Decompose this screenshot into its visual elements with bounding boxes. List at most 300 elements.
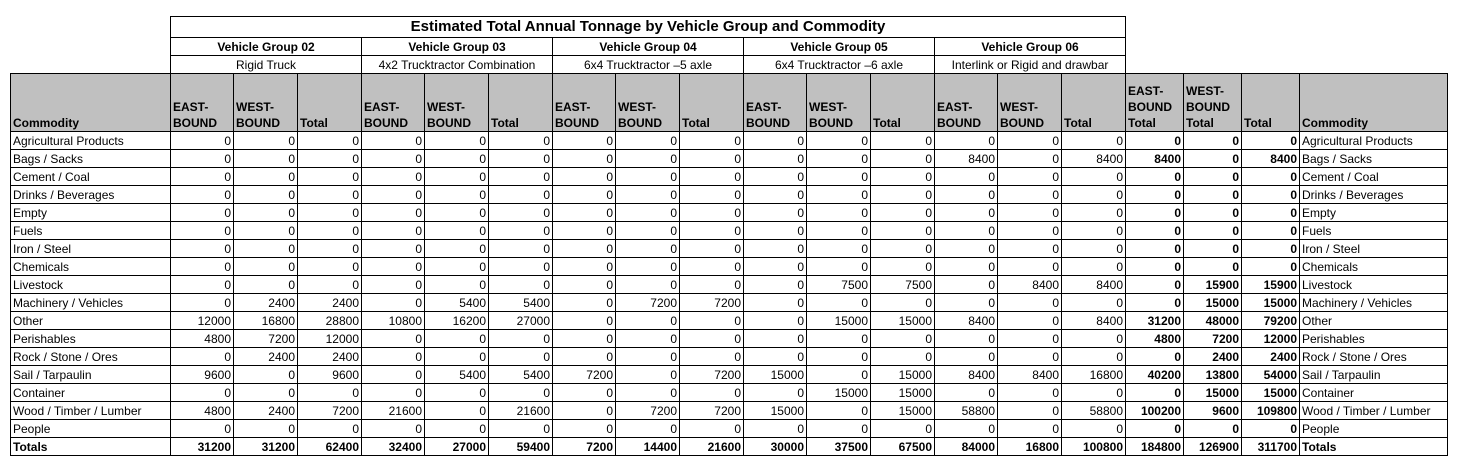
tonnage-cell: 5400 xyxy=(425,366,489,384)
tonnage-cell: 0 xyxy=(298,240,362,258)
tonnage-cell: 0 xyxy=(935,132,998,150)
tonnage-cell: 0 xyxy=(298,258,362,276)
tonnage-cell: 0 xyxy=(489,240,553,258)
tonnage-cell: 15000 xyxy=(871,312,935,330)
table-title: Estimated Total Annual Tonnage by Vehicle Group and Commodity xyxy=(171,17,1126,38)
tonnage-cell: 7200 xyxy=(616,402,680,420)
commodity-name-right: Perishables xyxy=(1300,330,1448,348)
tonnage-cell: 8400 xyxy=(1062,276,1126,294)
tonnage-cell: 0 xyxy=(553,276,616,294)
tonnage-cell: 0 xyxy=(234,204,298,222)
tonnage-cell: 14400 xyxy=(616,438,680,456)
commodity-name-right: Livestock xyxy=(1300,276,1448,294)
tonnage-cell: 0 xyxy=(998,348,1062,366)
commodity-name-right: Chemicals xyxy=(1300,258,1448,276)
tonnage-cell: 7200 xyxy=(298,402,362,420)
eastbound-column-header: EAST-BOUND xyxy=(362,74,425,132)
tonnage-cell: 7200 xyxy=(1184,330,1242,348)
tonnage-cell: 31200 xyxy=(1126,312,1184,330)
tonnage-cell: 27000 xyxy=(425,438,489,456)
tonnage-cell: 0 xyxy=(616,240,680,258)
tonnage-cell: 0 xyxy=(744,186,807,204)
tonnage-cell: 0 xyxy=(807,366,871,384)
tonnage-cell: 0 xyxy=(807,204,871,222)
tonnage-cell: 0 xyxy=(553,330,616,348)
table-row xyxy=(11,186,1448,204)
tonnage-cell: 0 xyxy=(171,204,234,222)
tonnage-cell: 0 xyxy=(744,168,807,186)
tonnage-cell: 0 xyxy=(298,168,362,186)
vehicle-group-header: Vehicle Group 02 xyxy=(171,38,362,56)
tonnage-cell: 0 xyxy=(1126,168,1184,186)
commodity-name: Iron / Steel xyxy=(11,240,171,258)
tonnage-cell: 0 xyxy=(935,330,998,348)
tonnage-cell: 0 xyxy=(744,294,807,312)
commodity-name: Livestock xyxy=(11,276,171,294)
tonnage-cell: 0 xyxy=(1184,132,1242,150)
eastbound-total-column-header: EAST-BOUND Total xyxy=(1126,74,1184,132)
tonnage-cell: 0 xyxy=(616,168,680,186)
westbound-column-header: WEST-BOUND xyxy=(425,74,489,132)
tonnage-cell: 0 xyxy=(171,348,234,366)
commodity-name-right: Rock / Stone / Ores xyxy=(1300,348,1448,366)
tonnage-cell: 0 xyxy=(298,222,362,240)
westbound-column-header: WEST-BOUND xyxy=(807,74,871,132)
table-row xyxy=(11,402,1448,420)
tonnage-cell: 0 xyxy=(998,150,1062,168)
tonnage-cell: 28800 xyxy=(298,312,362,330)
tonnage-cell: 0 xyxy=(680,186,744,204)
tonnage-cell: 0 xyxy=(616,222,680,240)
tonnage-cell: 0 xyxy=(1126,240,1184,258)
tonnage-cell: 7200 xyxy=(680,294,744,312)
tonnage-cell: 0 xyxy=(1184,420,1242,438)
tonnage-cell: 0 xyxy=(234,150,298,168)
tonnage-cell: 0 xyxy=(1062,204,1126,222)
tonnage-cell: 0 xyxy=(998,330,1062,348)
tonnage-cell: 0 xyxy=(489,204,553,222)
tonnage-cell: 0 xyxy=(171,240,234,258)
tonnage-cell: 0 xyxy=(1062,348,1126,366)
tonnage-cell: 15000 xyxy=(871,366,935,384)
tonnage-cell: 0 xyxy=(680,420,744,438)
tonnage-cell: 9600 xyxy=(1184,402,1242,420)
tonnage-cell: 0 xyxy=(871,258,935,276)
tonnage-cell: 32400 xyxy=(362,438,425,456)
tonnage-cell: 0 xyxy=(1242,258,1300,276)
tonnage-cell: 0 xyxy=(871,186,935,204)
tonnage-cell: 0 xyxy=(553,384,616,402)
tonnage-cell: 0 xyxy=(171,186,234,204)
tonnage-cell: 15000 xyxy=(871,384,935,402)
tonnage-cell: 0 xyxy=(807,222,871,240)
commodity-name: Drinks / Beverages xyxy=(11,186,171,204)
tonnage-cell: 0 xyxy=(871,240,935,258)
commodity-name-right: Other xyxy=(1300,312,1448,330)
tonnage-cell: 0 xyxy=(616,258,680,276)
tonnage-cell: 0 xyxy=(744,150,807,168)
tonnage-cell: 5400 xyxy=(425,294,489,312)
tonnage-cell: 7200 xyxy=(616,294,680,312)
tonnage-cell: 0 xyxy=(362,132,425,150)
tonnage-cell: 0 xyxy=(234,384,298,402)
tonnage-cell: 2400 xyxy=(234,348,298,366)
tonnage-cell: 0 xyxy=(935,420,998,438)
tonnage-cell: 21600 xyxy=(362,402,425,420)
tonnage-cell: 0 xyxy=(425,276,489,294)
tonnage-cell: 21600 xyxy=(489,402,553,420)
tonnage-cell: 0 xyxy=(998,222,1062,240)
tonnage-cell: 0 xyxy=(489,420,553,438)
tonnage-cell: 0 xyxy=(425,420,489,438)
tonnage-cell: 0 xyxy=(616,276,680,294)
commodity-name: Empty xyxy=(11,204,171,222)
tonnage-cell: 0 xyxy=(234,258,298,276)
tonnage-cell: 0 xyxy=(744,204,807,222)
tonnage-cell: 0 xyxy=(680,276,744,294)
tonnage-cell: 79200 xyxy=(1242,312,1300,330)
tonnage-cell: 0 xyxy=(489,276,553,294)
tonnage-cell: 7200 xyxy=(553,438,616,456)
tonnage-cell: 0 xyxy=(1062,168,1126,186)
tonnage-cell: 0 xyxy=(1242,420,1300,438)
tonnage-cell: 0 xyxy=(871,222,935,240)
tonnage-cell: 37500 xyxy=(807,438,871,456)
tonnage-cell: 0 xyxy=(935,204,998,222)
table-row xyxy=(11,258,1448,276)
tonnage-table xyxy=(10,16,1448,456)
tonnage-cell: 0 xyxy=(744,348,807,366)
tonnage-cell: 0 xyxy=(362,276,425,294)
tonnage-cell: 0 xyxy=(935,186,998,204)
tonnage-cell: 0 xyxy=(1126,420,1184,438)
tonnage-cell: 0 xyxy=(553,240,616,258)
tonnage-cell: 15000 xyxy=(744,402,807,420)
table-row xyxy=(11,240,1448,258)
tonnage-cell: 0 xyxy=(935,258,998,276)
tonnage-cell: 4800 xyxy=(1126,330,1184,348)
tonnage-cell: 0 xyxy=(1242,204,1300,222)
tonnage-cell: 2400 xyxy=(234,402,298,420)
tonnage-cell: 0 xyxy=(680,132,744,150)
tonnage-cell: 21600 xyxy=(680,438,744,456)
tonnage-cell: 15000 xyxy=(807,312,871,330)
tonnage-cell: 0 xyxy=(234,420,298,438)
tonnage-cell: 0 xyxy=(425,348,489,366)
tonnage-cell: 0 xyxy=(553,222,616,240)
tonnage-cell: 0 xyxy=(871,168,935,186)
tonnage-cell: 0 xyxy=(171,222,234,240)
tonnage-cell: 100200 xyxy=(1126,402,1184,420)
commodity-name-right: Container xyxy=(1300,384,1448,402)
tonnage-cell: 0 xyxy=(553,132,616,150)
tonnage-cell: 0 xyxy=(298,150,362,168)
grand-total-column-header: Total xyxy=(1242,74,1300,132)
tonnage-cell: 0 xyxy=(998,402,1062,420)
tonnage-cell: 8400 xyxy=(1242,150,1300,168)
tonnage-cell: 0 xyxy=(744,330,807,348)
table-row xyxy=(11,348,1448,366)
commodity-name-right: Sail / Tarpaulin xyxy=(1300,366,1448,384)
commodity-name: People xyxy=(11,420,171,438)
tonnage-cell: 16800 xyxy=(1062,366,1126,384)
tonnage-cell: 109800 xyxy=(1242,402,1300,420)
tonnage-cell: 0 xyxy=(744,312,807,330)
commodity-name: Wood / Timber / Lumber xyxy=(11,402,171,420)
tonnage-cell: 0 xyxy=(616,420,680,438)
tonnage-cell: 0 xyxy=(425,186,489,204)
tonnage-cell: 0 xyxy=(680,222,744,240)
commodity-name-right: Empty xyxy=(1300,204,1448,222)
westbound-column-header: WEST-BOUND xyxy=(234,74,298,132)
tonnage-cell: 7200 xyxy=(553,366,616,384)
tonnage-cell: 0 xyxy=(1062,240,1126,258)
tonnage-cell: 0 xyxy=(1242,240,1300,258)
tonnage-cell: 0 xyxy=(998,168,1062,186)
tonnage-cell: 0 xyxy=(1062,132,1126,150)
tonnage-cell: 0 xyxy=(1242,168,1300,186)
commodity-name-right: Totals xyxy=(1300,438,1448,456)
tonnage-cell: 0 xyxy=(362,150,425,168)
tonnage-cell: 0 xyxy=(871,330,935,348)
commodity-name: Container xyxy=(11,384,171,402)
tonnage-cell: 0 xyxy=(744,222,807,240)
tonnage-cell: 0 xyxy=(744,276,807,294)
total-column-header: Total xyxy=(298,74,362,132)
tonnage-cell: 0 xyxy=(553,348,616,366)
tonnage-cell: 0 xyxy=(998,204,1062,222)
tonnage-cell: 0 xyxy=(680,348,744,366)
tonnage-cell: 0 xyxy=(425,384,489,402)
tonnage-cell: 0 xyxy=(1184,204,1242,222)
tonnage-cell: 0 xyxy=(1126,204,1184,222)
tonnage-cell: 0 xyxy=(234,186,298,204)
tonnage-cell: 126900 xyxy=(1184,438,1242,456)
tonnage-cell: 2400 xyxy=(298,294,362,312)
eastbound-column-header: EAST-BOUND xyxy=(171,74,234,132)
tonnage-cell: 15900 xyxy=(1184,276,1242,294)
tonnage-cell: 9600 xyxy=(171,366,234,384)
tonnage-cell: 0 xyxy=(1242,186,1300,204)
tonnage-cell: 2400 xyxy=(234,294,298,312)
commodity-name: Perishables xyxy=(11,330,171,348)
tonnage-cell: 0 xyxy=(425,258,489,276)
tonnage-cell: 0 xyxy=(1184,258,1242,276)
tonnage-cell: 5400 xyxy=(489,294,553,312)
tonnage-cell: 0 xyxy=(998,186,1062,204)
tonnage-cell: 0 xyxy=(807,240,871,258)
tonnage-cell: 0 xyxy=(998,240,1062,258)
tonnage-cell: 2400 xyxy=(1184,348,1242,366)
tonnage-cell: 0 xyxy=(1184,222,1242,240)
tonnage-cell: 0 xyxy=(425,132,489,150)
tonnage-cell: 0 xyxy=(489,132,553,150)
total-column-header: Total xyxy=(871,74,935,132)
tonnage-cell: 0 xyxy=(744,258,807,276)
tonnage-cell: 0 xyxy=(935,384,998,402)
tonnage-cell: 0 xyxy=(425,204,489,222)
tonnage-cell: 0 xyxy=(680,312,744,330)
tonnage-cell: 0 xyxy=(744,420,807,438)
tonnage-cell: 0 xyxy=(1126,222,1184,240)
total-column-header: Total xyxy=(489,74,553,132)
commodity-name-right: Iron / Steel xyxy=(1300,240,1448,258)
tonnage-cell: 0 xyxy=(616,312,680,330)
tonnage-cell: 184800 xyxy=(1126,438,1184,456)
tonnage-cell: 0 xyxy=(935,294,998,312)
tonnage-cell: 15900 xyxy=(1242,276,1300,294)
vehicle-group-header: Vehicle Group 06 xyxy=(935,38,1126,56)
tonnage-cell: 10800 xyxy=(362,312,425,330)
tonnage-cell: 0 xyxy=(298,276,362,294)
tonnage-cell: 0 xyxy=(553,186,616,204)
tonnage-cell: 0 xyxy=(680,330,744,348)
commodity-column-header: Commodity xyxy=(11,74,171,132)
commodity-name: Totals xyxy=(11,438,171,456)
tonnage-cell: 30000 xyxy=(744,438,807,456)
tonnage-cell: 0 xyxy=(616,384,680,402)
tonnage-cell: 0 xyxy=(298,384,362,402)
tonnage-cell: 54000 xyxy=(1242,366,1300,384)
tonnage-cell: 0 xyxy=(1126,276,1184,294)
tonnage-cell: 0 xyxy=(1126,258,1184,276)
tonnage-cell: 0 xyxy=(362,294,425,312)
tonnage-cell: 0 xyxy=(489,348,553,366)
commodity-name-right: Drinks / Beverages xyxy=(1300,186,1448,204)
table-row xyxy=(11,366,1448,384)
tonnage-cell: 0 xyxy=(553,312,616,330)
vehicle-group-description: 4x2 Trucktractor Combination xyxy=(362,56,553,74)
tonnage-cell: 0 xyxy=(234,168,298,186)
tonnage-cell: 48000 xyxy=(1184,312,1242,330)
tonnage-cell: 0 xyxy=(998,384,1062,402)
tonnage-cell: 0 xyxy=(362,330,425,348)
tonnage-cell: 0 xyxy=(362,204,425,222)
tonnage-cell: 100800 xyxy=(1062,438,1126,456)
vehicle-group-description: 6x4 Trucktractor –6 axle xyxy=(744,56,935,74)
tonnage-cell: 0 xyxy=(425,240,489,258)
tonnage-cell: 0 xyxy=(807,132,871,150)
tonnage-cell: 16200 xyxy=(425,312,489,330)
tonnage-cell: 0 xyxy=(298,204,362,222)
tonnage-cell: 7500 xyxy=(807,276,871,294)
tonnage-cell: 0 xyxy=(616,186,680,204)
tonnage-cell: 0 xyxy=(1184,186,1242,204)
tonnage-cell: 0 xyxy=(616,150,680,168)
tonnage-cell: 0 xyxy=(935,168,998,186)
tonnage-cell: 0 xyxy=(489,150,553,168)
tonnage-cell: 0 xyxy=(1126,294,1184,312)
tonnage-cell: 0 xyxy=(1184,240,1242,258)
tonnage-cell: 0 xyxy=(1184,168,1242,186)
tonnage-cell: 0 xyxy=(616,330,680,348)
tonnage-cell: 0 xyxy=(553,150,616,168)
vehicle-group-header: Vehicle Group 04 xyxy=(553,38,744,56)
tonnage-cell: 0 xyxy=(234,366,298,384)
table-row xyxy=(11,204,1448,222)
tonnage-cell: 0 xyxy=(171,132,234,150)
tonnage-cell: 0 xyxy=(362,366,425,384)
tonnage-cell: 0 xyxy=(171,276,234,294)
commodity-name: Chemicals xyxy=(11,258,171,276)
tonnage-cell: 0 xyxy=(489,384,553,402)
tonnage-cell: 15000 xyxy=(1184,294,1242,312)
tonnage-cell: 8400 xyxy=(935,312,998,330)
tonnage-cell: 0 xyxy=(807,186,871,204)
tonnage-cell: 0 xyxy=(171,168,234,186)
table-row xyxy=(11,420,1448,438)
table-row xyxy=(11,330,1448,348)
total-column-header: Total xyxy=(680,74,744,132)
tonnage-cell: 0 xyxy=(553,258,616,276)
tonnage-cell: 0 xyxy=(871,294,935,312)
tonnage-cell: 0 xyxy=(489,258,553,276)
tonnage-cell: 0 xyxy=(1062,222,1126,240)
tonnage-cell: 0 xyxy=(807,402,871,420)
tonnage-cell: 62400 xyxy=(298,438,362,456)
tonnage-cell: 0 xyxy=(362,348,425,366)
table-row xyxy=(11,150,1448,168)
tonnage-cell: 0 xyxy=(871,420,935,438)
commodity-name: Agricultural Products xyxy=(11,132,171,150)
tonnage-cell: 0 xyxy=(425,168,489,186)
tonnage-cell: 0 xyxy=(1126,384,1184,402)
tonnage-cell: 0 xyxy=(807,420,871,438)
tonnage-cell: 0 xyxy=(298,186,362,204)
tonnage-cell: 0 xyxy=(744,384,807,402)
tonnage-cell: 0 xyxy=(171,258,234,276)
tonnage-cell: 0 xyxy=(807,168,871,186)
eastbound-column-header: EAST-BOUND xyxy=(935,74,998,132)
tonnage-cell: 0 xyxy=(1242,222,1300,240)
tonnage-cell: 15000 xyxy=(1242,384,1300,402)
tonnage-cell: 0 xyxy=(1062,384,1126,402)
tonnage-cell: 16800 xyxy=(234,312,298,330)
tonnage-cell: 0 xyxy=(935,276,998,294)
tonnage-cell: 15000 xyxy=(1184,384,1242,402)
tonnage-cell: 67500 xyxy=(871,438,935,456)
tonnage-cell: 58800 xyxy=(1062,402,1126,420)
table-row xyxy=(11,132,1448,150)
tonnage-cell: 0 xyxy=(171,384,234,402)
tonnage-cell: 0 xyxy=(553,204,616,222)
tonnage-cell: 9600 xyxy=(298,366,362,384)
tonnage-cell: 15000 xyxy=(871,402,935,420)
tonnage-cell: 7200 xyxy=(680,366,744,384)
tonnage-cell: 0 xyxy=(998,312,1062,330)
tonnage-cell: 2400 xyxy=(1242,348,1300,366)
westbound-column-header: WEST-BOUND xyxy=(998,74,1062,132)
tonnage-cell: 15000 xyxy=(1242,294,1300,312)
tonnage-cell: 0 xyxy=(362,168,425,186)
tonnage-cell: 0 xyxy=(298,420,362,438)
tonnage-cell: 0 xyxy=(553,420,616,438)
tonnage-cell: 0 xyxy=(362,186,425,204)
tonnage-cell: 0 xyxy=(680,384,744,402)
tonnage-cell: 0 xyxy=(1184,150,1242,168)
tonnage-cell: 8400 xyxy=(1062,150,1126,168)
tonnage-cell: 0 xyxy=(489,330,553,348)
commodity-name: Sail / Tarpaulin xyxy=(11,366,171,384)
tonnage-cell: 0 xyxy=(935,240,998,258)
tonnage-cell: 0 xyxy=(362,384,425,402)
tonnage-cell: 0 xyxy=(489,222,553,240)
tonnage-cell: 311700 xyxy=(1242,438,1300,456)
tonnage-cell: 31200 xyxy=(171,438,234,456)
tonnage-cell: 5400 xyxy=(489,366,553,384)
tonnage-cell: 0 xyxy=(680,168,744,186)
commodity-name-right: Cement / Coal xyxy=(1300,168,1448,186)
